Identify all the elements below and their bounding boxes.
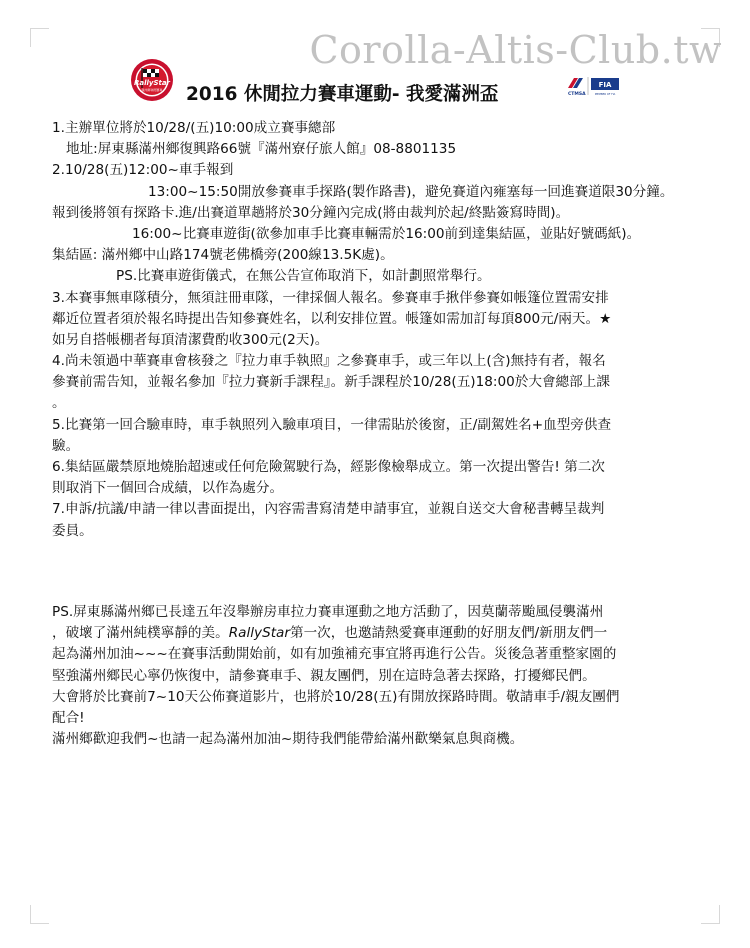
rule-line: 2.10/28(五)12:00~車手報到: [52, 162, 234, 179]
rules-text: [52, 118, 732, 542]
svg-text:CTMSA: CTMSA: [568, 92, 586, 97]
svg-text:MEMBER OF FIA: MEMBER OF FIA: [594, 93, 616, 96]
rule-line: 6.集結區嚴禁原地燒胎超速或任何危險駕駛行為，經影像檢舉成立。第一次提出警告! 第二次: [52, 459, 605, 475]
corner-crop-mark: [30, 28, 49, 47]
rule-line: 5.比賽第一回合驗車時，車手執照列入驗車項目，一律需貼於後窗，正/副駕姓名+血型旁供查: [52, 416, 612, 433]
rule-line: 13:00~15:50開放參賽車手探路(製作路書)，避免賽道內雍塞每一回進賽道限30分鐘。: [148, 183, 674, 200]
corner-crop-mark: [30, 905, 49, 924]
svg-text:FIA: FIA: [598, 81, 612, 89]
rallystar-logo: [130, 58, 174, 102]
corner-crop-mark: [701, 905, 720, 924]
ps-line: 大會將於比賽前7~10天公佈賽道影片，也將於10/28(五)有開放探路時間。敬請車手/親友團們: [52, 688, 620, 705]
ctmsa-fia-logo: [566, 74, 624, 98]
ps-line: PS.屏東縣滿州鄉已長達五年沒舉辦房車拉力賽車運動之地方活動了，因莫蘭蒂颱風侵襲滿州: [52, 604, 604, 620]
rule-line: 參賽前需告知，並報名參加『拉力賽新手課程』。新手課程於10/28(五)18:00於大會總部上課: [52, 374, 610, 391]
ps-line: 滿州鄉歡迎我們~也請一起為滿州加油~期待我們能帶給滿州歡樂氣息與商機。: [52, 731, 524, 748]
rule-line: 報到後將領有探路卡.進/出賽道單趟將於30分鐘內完成(將由裁判於起/終點簽寫時間)。: [52, 204, 570, 221]
rule-line: 驗。: [52, 437, 80, 454]
rule-line: 3.本賽事無車隊積分，無須註冊車隊，一律採個人報名。參賽車手揪伴參賽如帳篷位置需安排: [52, 289, 609, 306]
rule-line: 則取消下一個回合成績，以作為處分。: [52, 480, 284, 497]
rule-line: 鄰近位置者須於報名時提出告知參賽姓名，以利安排位置。帳篷如需加訂每頂800元/兩天。★: [52, 310, 612, 327]
rule-line: 地址:屏東縣滿州鄉復興路66號『滿州寮仔旅人館』08-8801135: [66, 141, 457, 158]
watermark: Corolla-Altis-Club.tw: [309, 28, 722, 72]
page-title: 2016 休閒拉力賽車運動- 我愛滿洲盃: [186, 84, 499, 105]
ps-line: 配合!: [52, 709, 85, 726]
rule-line: 如另自搭帳棚者每頂清潔費酌收300元(2天)。: [52, 331, 329, 348]
rule-line: 集結區: 滿州鄉中山路174號老佛橋旁(200線13.5K處)。: [52, 247, 394, 264]
svg-text:滿州鄉休閒賽車: 滿州鄉休閒賽車: [141, 88, 163, 92]
rallystar-name: RallyStar: [228, 625, 290, 642]
ps-line: 起為滿州加油~~~在賽事活動開始前，如有加強補充事宜將再進行公告。災後急著重整家園的: [52, 646, 617, 663]
ps-line: 堅強滿州鄉民心寧仍恢復中，請參賽車手、親友團們，別在這時急著去探路，打擾鄉民們。: [52, 667, 596, 684]
ps-text: 第一次，也邀請熱愛賽車運動的好朋友們/新朋友們一: [289, 625, 608, 642]
rule-line: 1.主辦單位將於10/28/(五)10:00成立賽事總部: [52, 120, 336, 136]
ps-note: [52, 602, 732, 750]
ps-line: [52, 623, 732, 644]
svg-text:RallyStar: RallyStar: [133, 79, 171, 87]
rule-line: 7.申訴/抗議/申請一律以書面提出，內容需書寫清楚申請事宜，並親自送交大會秘書轉呈裁判: [52, 501, 605, 518]
rule-line: PS.比賽車遊街儀式，在無公告宣佈取消下，如計劃照常舉行。: [116, 268, 491, 285]
rule-line: 委員。: [52, 522, 93, 539]
rule-line: 4.尚未領過中華賽車會核發之『拉力車手執照』之參賽車手，或三年以上(含)無持有者，報名: [52, 353, 606, 370]
ps-text: ，破壞了滿州純樸寧靜的美。: [52, 625, 229, 642]
rule-line: 。: [52, 395, 66, 412]
rule-line: 16:00~比賽車遊街(欲參加車手比賽車輛需於16:00前到達集結區，並貼好號碼紙)。: [132, 225, 641, 242]
